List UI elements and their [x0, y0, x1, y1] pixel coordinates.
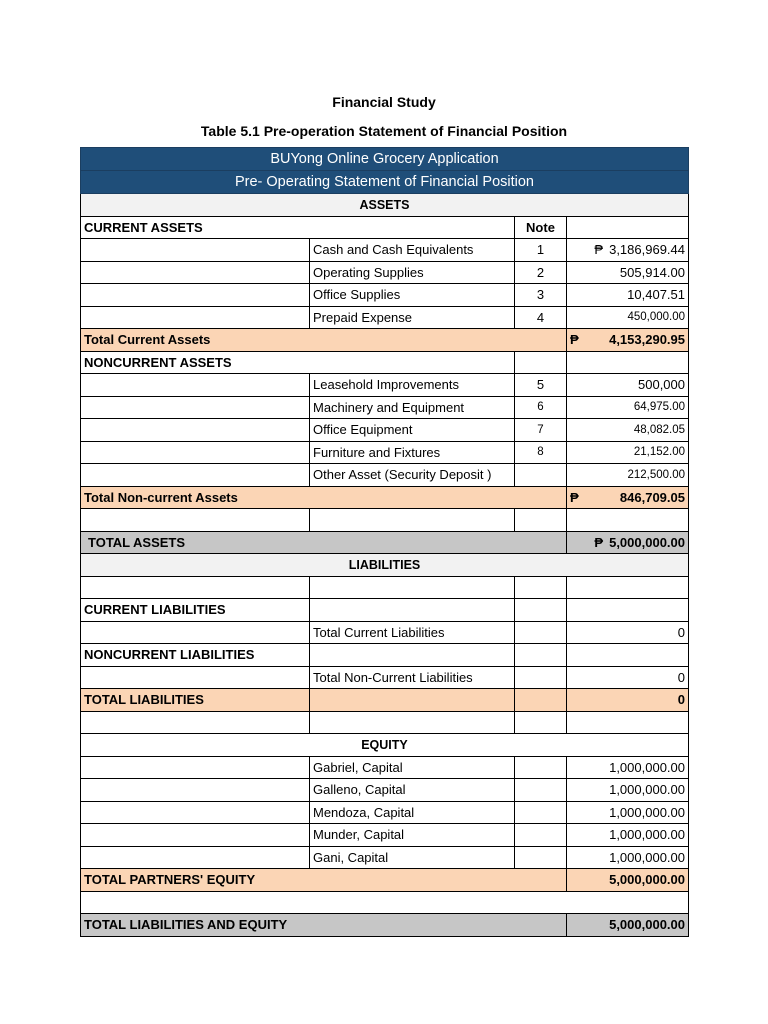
- line-item-name: Office Equipment: [310, 419, 515, 442]
- assets-section-row: [81, 194, 689, 217]
- table-row: [81, 756, 689, 779]
- line-item-name: Cash and Cash Equivalents: [310, 239, 515, 262]
- line-item-amount: 505,914.00: [567, 261, 689, 284]
- partner-capital-name: Munder, Capital: [310, 824, 515, 847]
- company-banner-row: [81, 148, 689, 171]
- line-item-name: Leasehold Improvements: [310, 374, 515, 397]
- page-title: Financial Study: [332, 94, 436, 110]
- noncurrent-liabilities-header-row: [81, 644, 689, 667]
- partner-capital-amount: 1,000,000.00: [567, 779, 689, 802]
- total-equity-label: TOTAL PARTNERS' EQUITY: [81, 869, 567, 892]
- line-item-amount: 21,152.00: [567, 441, 689, 464]
- grand-total-label: TOTAL LIABILITIES AND EQUITY: [81, 914, 567, 937]
- total-liabilities-amount: 0: [567, 689, 689, 712]
- table-row: [81, 306, 689, 329]
- table-row: [81, 284, 689, 307]
- line-item-name: Other Asset (Security Deposit ): [310, 464, 515, 487]
- partner-capital-name: Galleno, Capital: [310, 779, 515, 802]
- table-row: [81, 239, 689, 262]
- total-noncurrent-liabilities-label: Total Non-Current Liabilities: [310, 666, 515, 689]
- current-assets-header-row: [81, 216, 689, 239]
- line-item-name: Office Supplies: [310, 284, 515, 307]
- financial-position-table: [80, 147, 689, 937]
- table-row: [81, 261, 689, 284]
- table-row: [81, 396, 689, 419]
- spacer-row: [81, 509, 689, 532]
- table-row: [81, 464, 689, 487]
- partner-capital-amount: 1,000,000.00: [567, 846, 689, 869]
- total-equity-row: [81, 869, 689, 892]
- line-item-note: 3: [515, 284, 567, 307]
- grand-total-amount: 5,000,000.00: [567, 914, 689, 937]
- line-item-note: 4: [515, 306, 567, 329]
- total-current-assets-row: [81, 329, 689, 352]
- total-noncurrent-assets-row: [81, 486, 689, 509]
- table-row: [81, 441, 689, 464]
- partner-capital-name: Gabriel, Capital: [310, 756, 515, 779]
- total-assets-amount: 5,000,000.00: [609, 534, 685, 550]
- noncurrent-liabilities-label: NONCURRENT LIABILITIES: [81, 644, 310, 667]
- line-item-note: 1: [515, 239, 567, 262]
- equity-section-row: [81, 734, 689, 757]
- total-noncurrent-assets-amount: 846,709.05: [619, 489, 685, 505]
- line-item-note: 7: [515, 419, 567, 442]
- partner-capital-amount: 1,000,000.00: [567, 824, 689, 847]
- peso-sign: ₱: [570, 489, 579, 505]
- spacer-row: [81, 576, 689, 599]
- noncurrent-assets-label: NONCURRENT ASSETS: [81, 351, 515, 374]
- total-current-liabilities-label: Total Current Liabilities: [310, 621, 515, 644]
- table-row: [81, 374, 689, 397]
- line-item-amount: 64,975.00: [567, 396, 689, 419]
- statement-banner-row: [81, 171, 689, 194]
- table-row: [81, 621, 689, 644]
- total-liabilities-row: [81, 689, 689, 712]
- spacer-row: [81, 711, 689, 734]
- grand-total-row: [81, 914, 689, 937]
- peso-sign: ₱: [594, 242, 604, 258]
- line-item-amount: 450,000.00: [567, 306, 689, 329]
- company-name: BUYong Online Grocery Application: [81, 148, 689, 171]
- table-row: [81, 419, 689, 442]
- total-assets-row: [81, 531, 689, 554]
- note-header: Note: [515, 216, 567, 239]
- total-current-assets-label: Total Current Assets: [81, 329, 567, 352]
- line-item-name: Prepaid Expense: [310, 306, 515, 329]
- table-row: [81, 824, 689, 847]
- noncurrent-assets-header-row: [81, 351, 689, 374]
- table-row: [81, 779, 689, 802]
- table-row: [81, 801, 689, 824]
- total-current-liabilities-amount: 0: [567, 621, 689, 644]
- liabilities-section-row: [81, 554, 689, 577]
- line-item-amount: 10,407.51: [567, 284, 689, 307]
- partner-capital-amount: 1,000,000.00: [567, 801, 689, 824]
- table-row: [81, 846, 689, 869]
- line-item-amount: 212,500.00: [567, 464, 689, 487]
- line-item-amount: 500,000: [567, 374, 689, 397]
- total-noncurrent-assets-label: Total Non-current Assets: [81, 486, 567, 509]
- line-item-note: 8: [515, 441, 567, 464]
- line-item-note: 2: [515, 261, 567, 284]
- current-liabilities-header-row: [81, 599, 689, 622]
- line-item-note: 5: [515, 374, 567, 397]
- partner-capital-amount: 1,000,000.00: [567, 756, 689, 779]
- assets-header: ASSETS: [81, 194, 689, 217]
- line-item-name: Operating Supplies: [310, 261, 515, 284]
- peso-sign: ₱: [570, 332, 579, 348]
- total-assets-label: TOTAL ASSETS: [81, 531, 567, 554]
- line-item-amount: 3,186,969.44: [609, 242, 685, 258]
- total-equity-amount: 5,000,000.00: [567, 869, 689, 892]
- total-liabilities-label: TOTAL LIABILITIES: [81, 689, 310, 712]
- spacer-row: [81, 891, 689, 914]
- partner-capital-name: Gani, Capital: [310, 846, 515, 869]
- line-item-note: [515, 464, 567, 487]
- peso-sign: ₱: [594, 534, 604, 550]
- total-noncurrent-liabilities-amount: 0: [567, 666, 689, 689]
- line-item-name: Machinery and Equipment: [310, 396, 515, 419]
- line-item-name: Furniture and Fixtures: [310, 441, 515, 464]
- table-row: [81, 666, 689, 689]
- liabilities-header: LIABILITIES: [81, 554, 689, 577]
- line-item-note: 6: [515, 396, 567, 419]
- line-item-amount: 48,082.05: [567, 419, 689, 442]
- current-assets-label: CURRENT ASSETS: [81, 216, 515, 239]
- equity-header: EQUITY: [81, 734, 689, 757]
- total-current-assets-amount: 4,153,290.95: [609, 332, 685, 348]
- statement-name: Pre- Operating Statement of Financial Position: [81, 171, 689, 194]
- partner-capital-name: Mendoza, Capital: [310, 801, 515, 824]
- table-title: Table 5.1 Pre-operation Statement of Financial Position: [200, 123, 568, 139]
- current-liabilities-label: CURRENT LIABILITIES: [81, 599, 310, 622]
